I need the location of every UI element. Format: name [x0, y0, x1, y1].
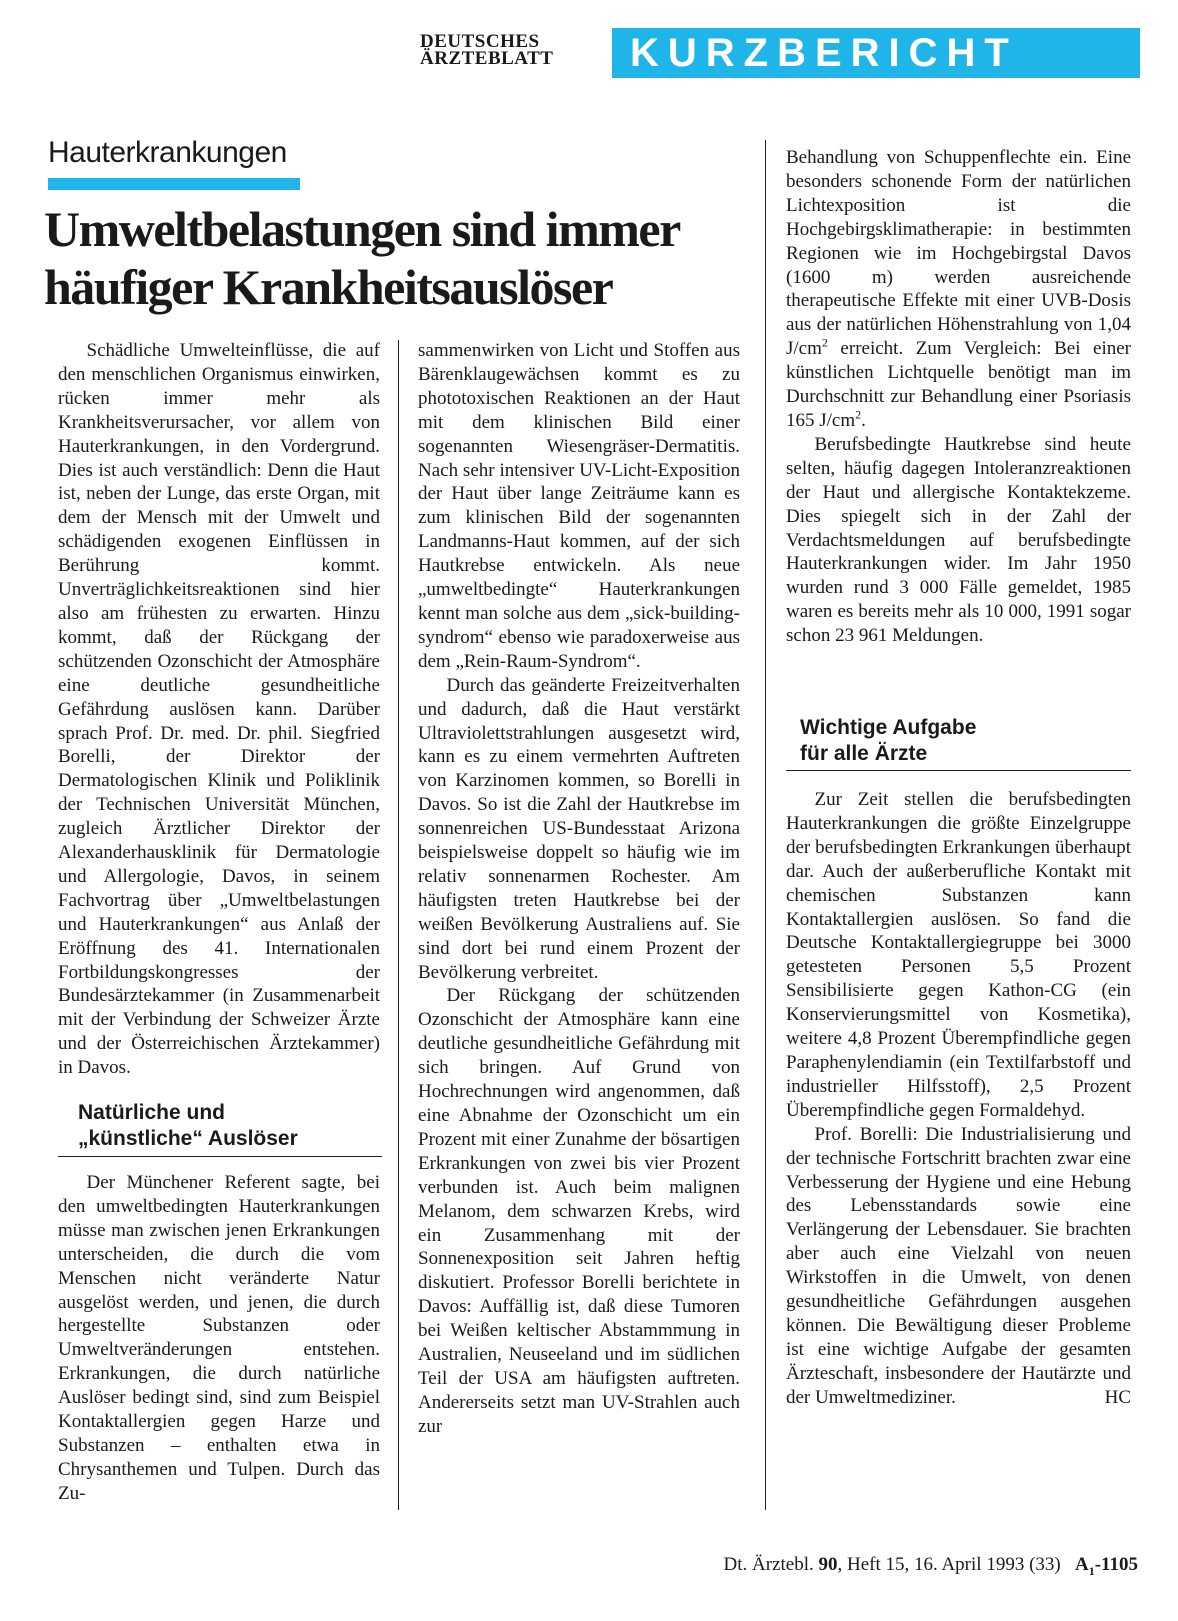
paragraph-text: . — [861, 409, 866, 431]
masthead-line-1: DEUTSCHES — [420, 31, 540, 52]
subheading-rule — [58, 1156, 382, 1157]
subheading-line-1: Natürliche und — [78, 1101, 226, 1124]
superscript: 2 — [821, 335, 828, 350]
article-column-3-continued — [786, 788, 1131, 1410]
rubric-underline — [48, 178, 300, 190]
body-paragraph: Der Rückgang der schützenden Ozonschicht der Atmosphäre kann eine deutliche gesundheitliche Gefährdung mit sich bringen. Auf Grund von Hochrechnungen wird angenommen, daß eine Abnahme der Ozonschicht um ein Prozent mit einer Zunahme der bösartigen Erkrankungen von zwei bis vier Prozent verbunden ist. Auch beim malignen Melanom, dem schwarzen Krebs, wird ein Zusammenhang mit der Sonnenexposition seit Jahren heftig diskutiert. Professor Borelli berichtete in Davos: Auffällig ist, daß diese Tumoren bei Weißen keltischer Abstammmung in Australien, Neuseeland und im südlichen Teil der USA am häufigsten auftreten. Andererseits setzt man UV-Strahlen auch zur — [418, 985, 740, 1437]
body-paragraph: Durch das geänderte Freizeitverhalten und dadurch, daß die Haut verstärkt Ultraviolettstrahlungen ausgesetzt wird, kann es zu einem vermehrten Auftreten von Karzinomen kommen, so Borelli in Davos. So ist die Zahl der Hautkrebse im sonnenreichen US-Bundesstaat Arizona beispielsweise doppelt so häufig wie im relativ sonnenarmen Rochester. Am häufigsten treten Hautkrebse bei der weißen Bevölkerung Australiens auf. Sie sind dort bei rund einem Prozent der Bevölkerung verbreitet. — [418, 674, 740, 983]
body-paragraph: Berufsbedingte Hautkrebse sind heute selten, häufig dagegen Intoleranzreaktionen der Haut und allergische Kontaktekzeme. Dies spiegelt sich in der Zahl der Verdachtsmeldungen auf berufsbedingte Hauterkrankungen wider. Im Jahr 1950 wurden rund 3 000 Fälle gemeldet, 1985 waren es bereits mehr als 10 000, 1991 sogar schon 23 961 Meldungen. — [786, 433, 1131, 647]
body-paragraph: Zur Zeit stellen die berufsbedingten Hauterkrankungen die größte Einzelgruppe der berufsbedingten Erkrankungen überhaupt dar. Auch der außerberufliche Kontakt mit chemischen Substanzen kann Kontaktallergien auslösen. So fand die Deutsche Kontaktallergiegruppe bei 3000 getesteten Personen 5,5 Prozent Sensibilisierte gegen Kathon-CG (ein Konservierungsmittel von Kosmetika), weitere 4,8 Prozent Überempfindliche gegen Paraphenylendiamin (ein Textilfarbstoff und industrieller Hilfsstoff), 2,5 Prozent Überempfindliche gegen Formaldehyd. — [786, 789, 1131, 1121]
body-paragraph: Schädliche Umwelteinflüsse, die auf den menschlichen Organismus einwirken, rücken immer mehr als Krankheitsverursacher, vor allem von Hauterkrankungen, in den Vordergrund. Dies ist auch verständlich: Denn die Haut ist, neben der Lunge, das erste Organ, mit dem der Mensch mit der Umwelt und schädigenden exogenen Einflüssen in Berührung kommt. Unverträglichkeitsreaktionen sind hier also am frühesten zu erwarten. Hinzu kommt, daß der Rückgang der schützenden Ozonschicht der Atmosphäre eine deutliche gesundheitliche Gefährdung auslösen kann. Darüber sprach Prof. Dr. med. Dr. phil. Siegfried Borelli, der Direktor der Dermatologischen Klinik und Poliklinik der Technischen Universität München, zugleich Ärztlicher Direktor der Alexanderhausklinik für Dermatologie und Allergologie, Davos, in seinem Fachvortrag über „Umweltbelastungen und Hauterkrankungen“ aus Anlaß der Eröffnung des 41. Internationalen Fortbildungskongresses der Bundesärztekammer (in Zusammenarbeit mit der Verbindung der Schweizer Ärzte und der Österreichischen Ärztekammer) in Davos. — [58, 340, 380, 1079]
author-initials: HC — [1104, 1386, 1131, 1408]
rubric-label: Hauterkrankungen — [48, 136, 287, 169]
body-paragraph: Der Münchener Referent sagte, bei den umweltbedingten Hauterkrankungen müsse man zwischen jenen Erkrankungen unterscheiden, die durch die vom Menschen nicht veränderte Natur ausgelöst werden, und jenen, die durch hergestellte Substanzen oder Umweltveränderungen entstehen. Erkrankungen, die durch natürliche Auslöser bedingt sind, sind zum Beispiel Kontaktallergien gegen Harze und Substanzen – enthalten etwa in Chrysanthemen und Tulpen. Durch das Zu- — [58, 1172, 380, 1504]
column-divider-2 — [765, 140, 766, 1510]
page-footer — [724, 1554, 1138, 1576]
subheading-line-1: Wichtige Aufgabe — [800, 716, 977, 739]
subheading-line-2: für alle Ärzte — [800, 742, 928, 765]
footer-issue: , Heft 15, 16. April 1993 (33) — [837, 1554, 1061, 1575]
subheading-line-2: „künstliche“ Auslöser — [78, 1127, 298, 1150]
body-paragraph — [786, 1123, 1131, 1410]
article-column-1 — [58, 339, 380, 1080]
paragraph-text: Prof. Borelli: Die Industrialisierung und der technische Fortschritt brachten zwar eine Verbesserung der Hygiene und eine Hebung des Lebensstandards sowie eine Verlängerung der Lebensdauer. Sie brachten aber auch eine Vielzahl von neuen Wirkstoffen in die Umwelt, von denen gesundheitliche Gefährdungen ausgehen können. Die Bewältigung dieser Probleme ist eine wichtige Aufgabe der gesamten Ärzteschaft, insbesondere der Hautärzte und der Umweltmediziner. — [786, 1123, 1131, 1408]
footer-volume: 90 — [818, 1554, 838, 1575]
section-banner: KURZBERICHT — [612, 28, 1140, 78]
subheading-rule — [786, 770, 1131, 771]
article-column-1-continued — [58, 1171, 380, 1506]
journal-masthead — [420, 33, 580, 67]
headline-line-1: Umweltbelastungen sind immer — [44, 201, 680, 257]
subheading-natural-triggers — [78, 1100, 380, 1152]
subheading-important-task — [800, 715, 1110, 767]
page-subscript: 1 — [1088, 1563, 1095, 1578]
headline-line-2: häufiger Krankheitsauslöser — [44, 259, 613, 315]
page-suffix: -1105 — [1094, 1554, 1138, 1575]
footer-page-number — [1074, 1554, 1138, 1578]
article-column-2 — [418, 339, 740, 1439]
masthead-line-2: ÄRZTEBLATT — [420, 48, 554, 69]
footer-journal: Dt. Ärztebl. — [723, 1554, 819, 1575]
paragraph-text: Behandlung von Schuppenflechte ein. Eine besonders schonende Form der natürlichen Lichtexposition ist die Hochgebirgsklimatherapie: in bestimmten Regionen wie im Hochgebirgstal Davos (1600 m) werden ausreichende therapeutische Effekte mit einer UVB-Dosis aus der natürlichen Höhenstrahlung von 1,04 J/cm — [786, 147, 1131, 360]
page-prefix: A — [1074, 1554, 1089, 1575]
article-column-3 — [786, 146, 1131, 648]
paragraph-text: erreicht. Zum Vergleich: Bei einer künstlichen Lichtquelle benötigt man im Durchschnitt zur Behandlung einer Psoriasis 165 J/cm — [786, 338, 1131, 431]
superscript: 2 — [855, 407, 862, 422]
body-paragraph — [786, 146, 1131, 433]
column-divider-1 — [398, 340, 399, 1510]
body-paragraph: sammenwirken von Licht und Stoffen aus Bärenklaugewächsen kommt es zu phototoxischen Reaktionen an der Haut mit dem klinischen Bild einer sogenannten Wiesengräser-Dermatitis. Nach sehr intensiver UV-Licht-Exposition der Haut über lange Zeiträume kann es zum klinischen Bild der sogenannten Landmanns-Haut kommen, auf der sich Hautkrebse entwickeln. Als neue „umweltbedingte“ Hauterkrankungen kennt man solche aus dem „sick-building-syndrom“ ebenso wie paradoxerweise aus dem „Rein-Raum-Syndrom“. — [418, 340, 740, 672]
article-headline — [44, 200, 744, 316]
